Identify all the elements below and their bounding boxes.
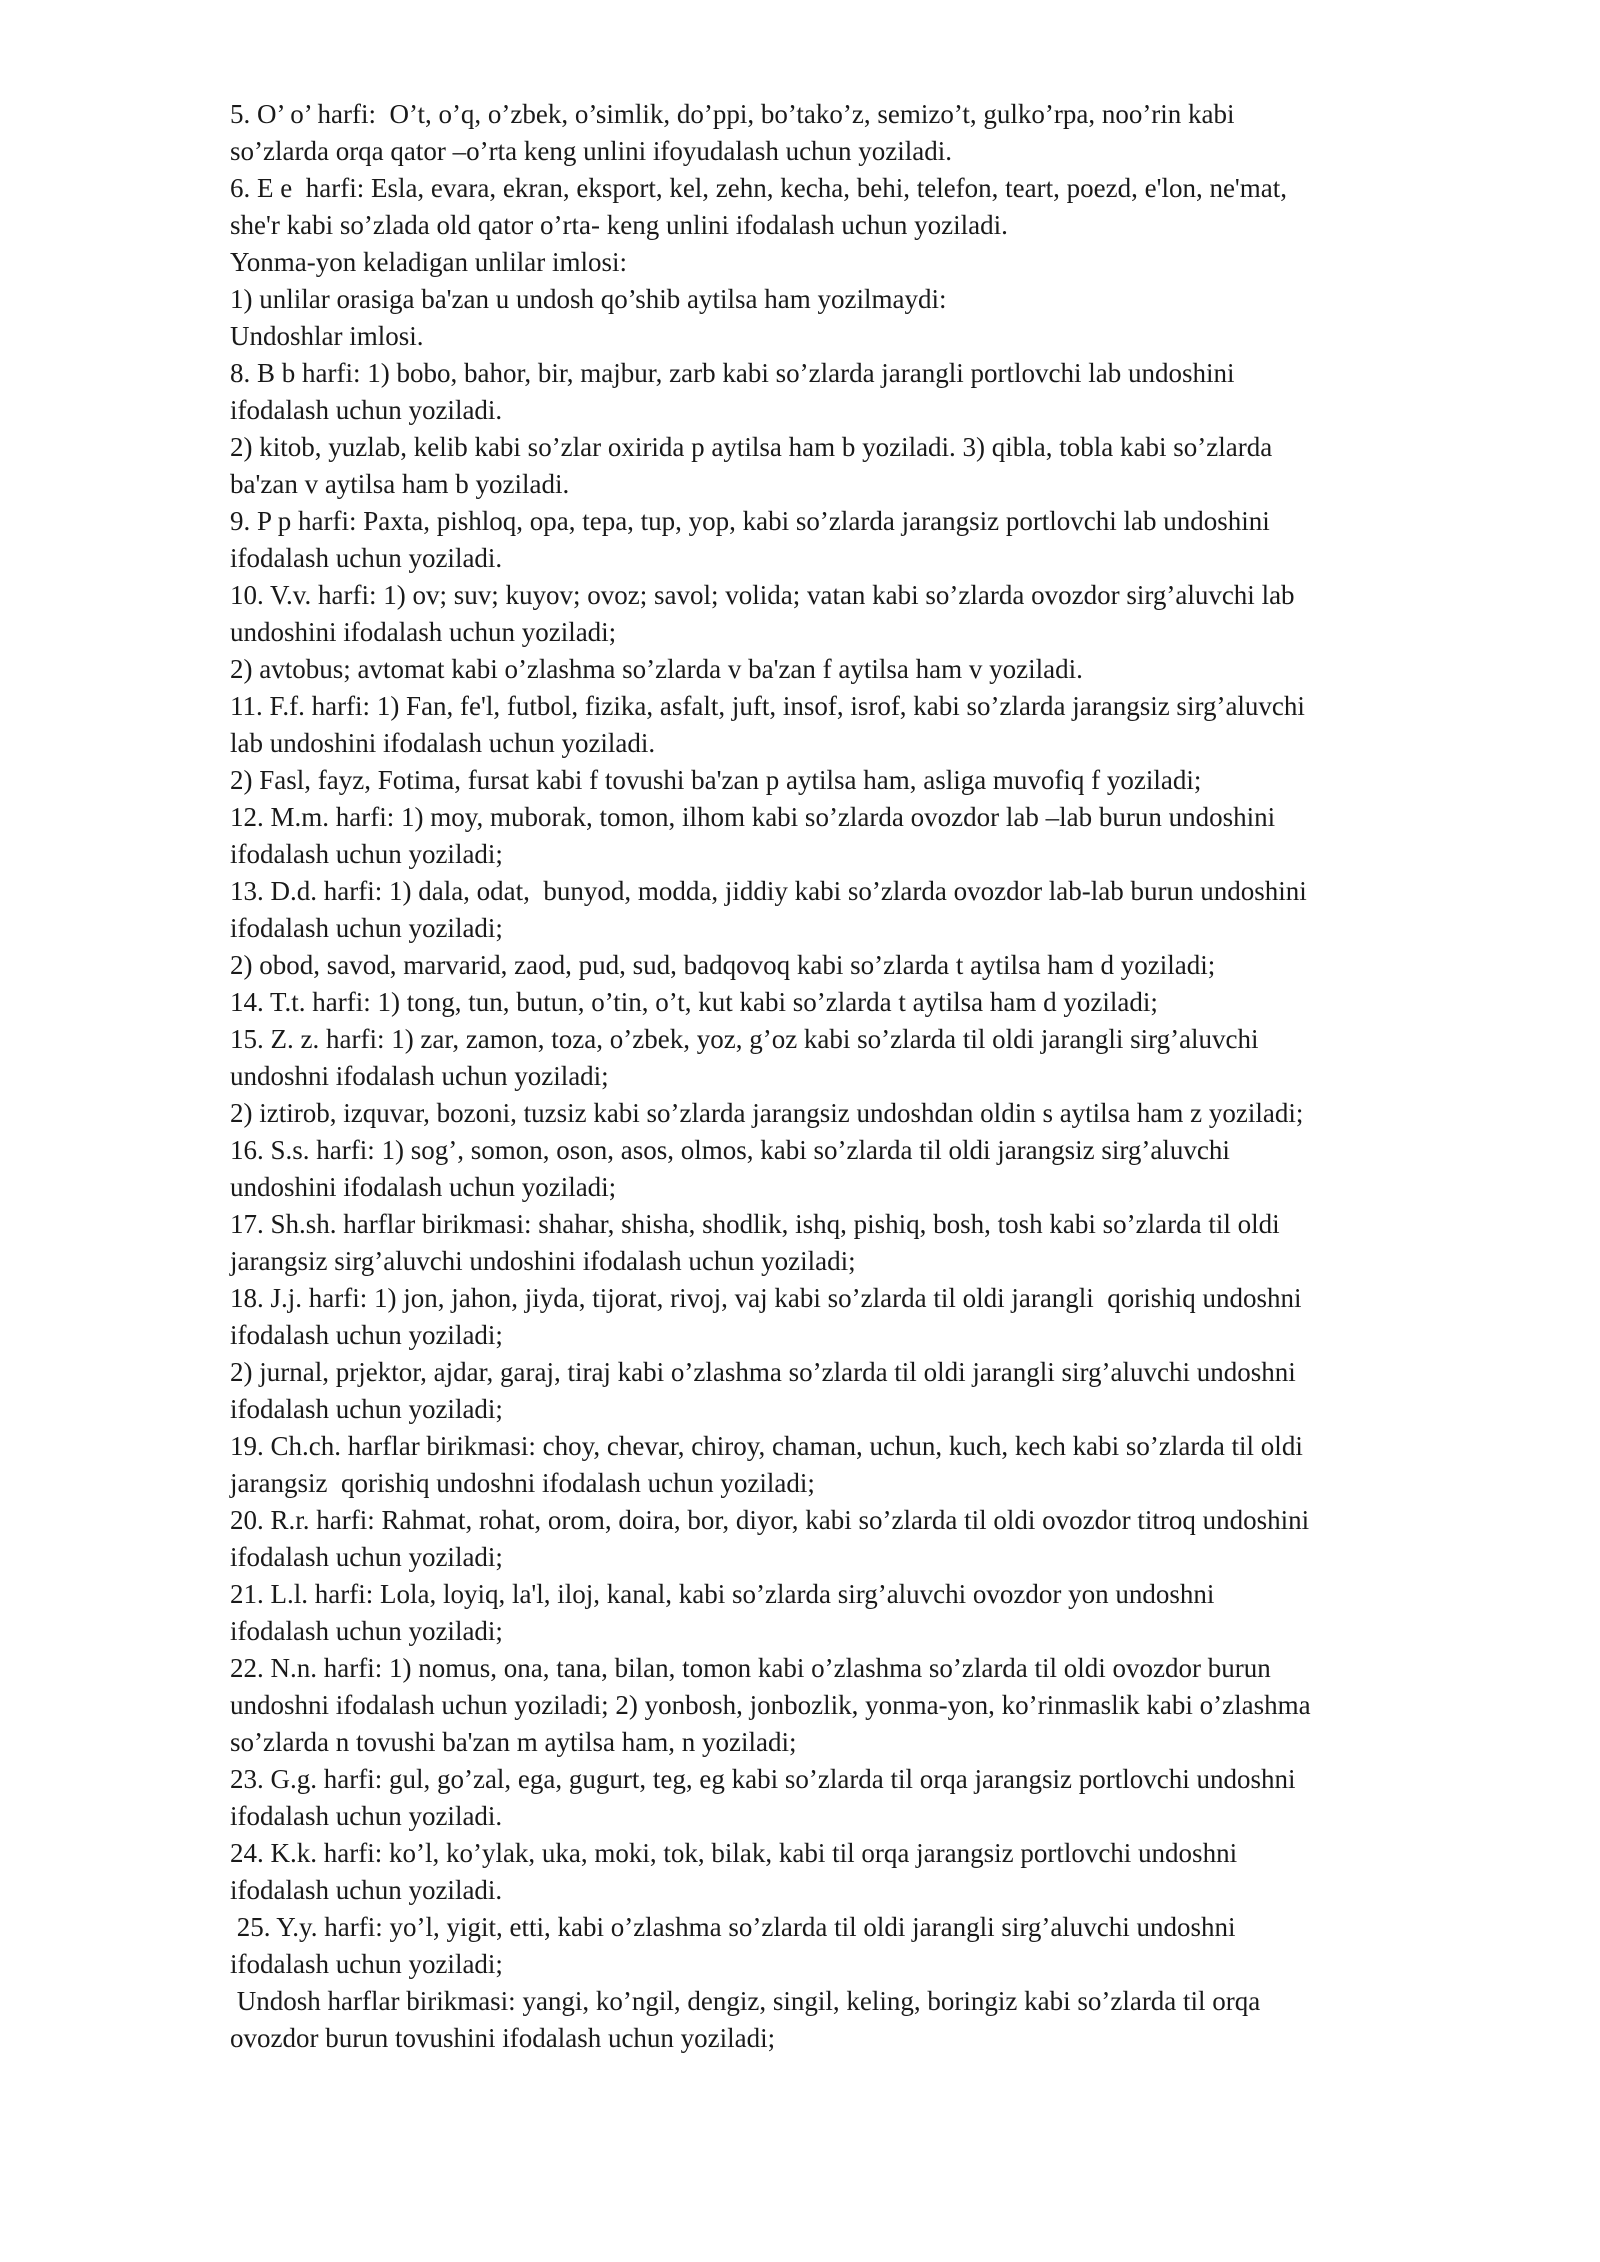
text-line: ifodalash uchun yoziladi; [230,839,503,869]
text-line: 12. M.m. harfi: 1) moy, muborak, tomon, ilhom kabi so’zlarda ovozdor lab –lab burun undoshini [230,802,1276,832]
text-line: 23. G.g. harfi: gul, go’zal, ega, gugurt, teg, eg kabi so’zlarda til orqa jarangsiz portlovchi undoshni [230,1764,1296,1794]
text-line: ifodalash uchun yoziladi; [230,1320,503,1350]
text-line: 2) iztirob, izquvar, bozoni, tuzsiz kabi so’zlarda jarangsiz undoshdan oldin s aytilsa ham z yoziladi; [230,1098,1304,1128]
text-line: ifodalash uchun yoziladi. [230,1875,503,1905]
text-line: ovozdor burun tovushini ifodalash uchun yoziladi; [230,2023,776,2053]
text-line: 20. R.r. harfi: Rahmat, rohat, orom, doira, bor, diyor, kabi so’zlarda til oldi ovozdor titroq undoshini [230,1505,1310,1535]
text-line: ifodalash uchun yoziladi; [230,1394,503,1424]
text-line: 5. O’ o’ harfi: O’t, o’q, o’zbek, o’simlik, do’ppi, bo’tako’z, semizo’t, gulko’rpa, noo’rin kabi [230,99,1235,129]
text-line: 2) kitob, yuzlab, kelib kabi so’zlar oxirida p aytilsa ham b yoziladi. 3) qibla, tobla kabi so’zlarda [230,432,1273,462]
text-line: undoshni ifodalash uchun yoziladi; 2) yonbosh, jonbozlik, yonma-yon, ko’rinmaslik kabi o’zlashma [230,1690,1311,1720]
text-line: ifodalash uchun yoziladi; [230,1616,503,1646]
text-line: she'r kabi so’zlada old qator o’rta- keng unlini ifodalash uchun yoziladi. [230,210,1008,240]
text-line: 13. D.d. harfi: 1) dala, odat, bunyod, modda, jiddiy kabi so’zlarda ovozdor lab-lab burun undoshini [230,876,1307,906]
text-line: 1) unlilar orasiga ba'zan u undosh qo’shib aytilsa ham yozilmaydi: [230,284,947,314]
text-line: so’zlarda n tovushi ba'zan m aytilsa ham, n yoziladi; [230,1727,797,1757]
text-line: 10. V.v. harfi: 1) ov; suv; kuyov; ovoz; savol; volida; vatan kabi so’zlarda ovozdor sirg’aluvchi lab [230,580,1295,610]
text-line: ifodalash uchun yoziladi. [230,543,503,573]
text-line: ifodalash uchun yoziladi; [230,913,503,943]
text-line: undoshini ifodalash uchun yoziladi; [230,1172,617,1202]
text-line: Yonma-yon keladigan unlilar imlosi: [230,247,627,277]
text-line: 11. F.f. harfi: 1) Fan, fe'l, futbol, fizika, asfalt, juft, insof, isrof, kabi so’zlarda jarangsiz sirg’aluvchi [230,691,1305,721]
text-line: ifodalash uchun yoziladi. [230,395,503,425]
text-line: ifodalash uchun yoziladi; [230,1949,503,1979]
text-line: 2) avtobus; avtomat kabi o’zlashma so’zlarda v ba'zan f aytilsa ham v yoziladi. [230,654,1083,684]
text-line: 15. Z. z. harfi: 1) zar, zamon, toza, o’zbek, yoz, g’oz kabi so’zlarda til oldi jarangli sirg’aluvchi [230,1024,1259,1054]
text-line: 17. Sh.sh. harflar birikmasi: shahar, shisha, shodlik, ishq, pishiq, bosh, tosh kabi so’zlarda til oldi [230,1209,1280,1239]
text-line: undoshini ifodalash uchun yoziladi; [230,617,617,647]
text-line: 25. Y.y. harfi: yo’l, yigit, etti, kabi o’zlashma so’zlarda til oldi jarangli sirg’aluvchi undoshni [230,1912,1236,1942]
text-line: 8. B b harfi: 1) bobo, bahor, bir, majbur, zarb kabi so’zlarda jarangli portlovchi lab undoshini [230,358,1235,388]
text-line: Undosh harflar birikmasi: yangi, ko’ngil, dengiz, singil, keling, boringiz kabi so’zlarda til orqa [230,1986,1261,2016]
text-line: 2) obod, savod, marvarid, zaod, pud, sud, badqovoq kabi so’zlarda t aytilsa ham d yoziladi; [230,950,1216,980]
text-line: lab undoshini ifodalash uchun yoziladi. [230,728,656,758]
text-line: ba'zan v aytilsa ham b yoziladi. [230,469,570,499]
text-line: 14. T.t. harfi: 1) tong, tun, butun, o’tin, o’t, kut kabi so’zlarda t aytilsa ham d yoziladi; [230,987,1158,1017]
text-line: 6. E e harfi: Esla, evara, ekran, eksport, kel, zehn, kecha, behi, telefon, teart, poezd, e'lon, ne'mat, [230,173,1288,203]
text-line: jarangsiz qorishiq undoshni ifodalash uchun yoziladi; [230,1468,815,1498]
text-line: 19. Ch.ch. harflar birikmasi: choy, chevar, chiroy, chaman, uchun, kuch, kech kabi so’zlarda til oldi [230,1431,1303,1461]
text-line: ifodalash uchun yoziladi; [230,1542,503,1572]
text-line: 2) Fasl, fayz, Fotima, fursat kabi f tovushi ba'zan p aytilsa ham, asliga muvofiq f yoziladi; [230,765,1202,795]
text-line: Undoshlar imlosi. [230,321,424,351]
text-line: 18. J.j. harfi: 1) jon, jahon, jiyda, tijorat, rivoj, vaj kabi so’zlarda til oldi jarangli qorishiq undoshni [230,1283,1302,1313]
text-line: 22. N.n. harfi: 1) nomus, ona, tana, bilan, tomon kabi o’zlashma so’zlarda til oldi ovozdor burun [230,1653,1271,1683]
text-line: 24. K.k. harfi: ko’l, ko’ylak, uka, moki, tok, bilak, kabi til orqa jarangsiz portlovchi undoshni [230,1838,1238,1868]
text-line: jarangsiz sirg’aluvchi undoshini ifodalash uchun yoziladi; [230,1246,856,1276]
text-line: 9. P p harfi: Paxta, pishloq, opa, tepa, tup, yop, kabi so’zlarda jarangsiz portlovchi lab undoshini [230,506,1270,536]
text-line: 16. S.s. harfi: 1) sog’, somon, oson, asos, olmos, kabi so’zlarda til oldi jarangsiz sirg’aluvchi [230,1135,1230,1165]
text-line: so’zlarda orqa qator –o’rta keng unlini ifoyudalash uchun yoziladi. [230,136,953,166]
text-line: 21. L.l. harfi: Lola, loyiq, la'l, iloj, kanal, kabi so’zlarda sirg’aluvchi ovozdor yon undoshni [230,1579,1215,1609]
text-line: 2) jurnal, prjektor, ajdar, garaj, tiraj kabi o’zlashma so’zlarda til oldi jarangli sirg’aluvchi undoshni [230,1357,1296,1387]
text-line: undoshni ifodalash uchun yoziladi; [230,1061,609,1091]
document-body [230,96,1530,2057]
text-line: ifodalash uchun yoziladi. [230,1801,503,1831]
